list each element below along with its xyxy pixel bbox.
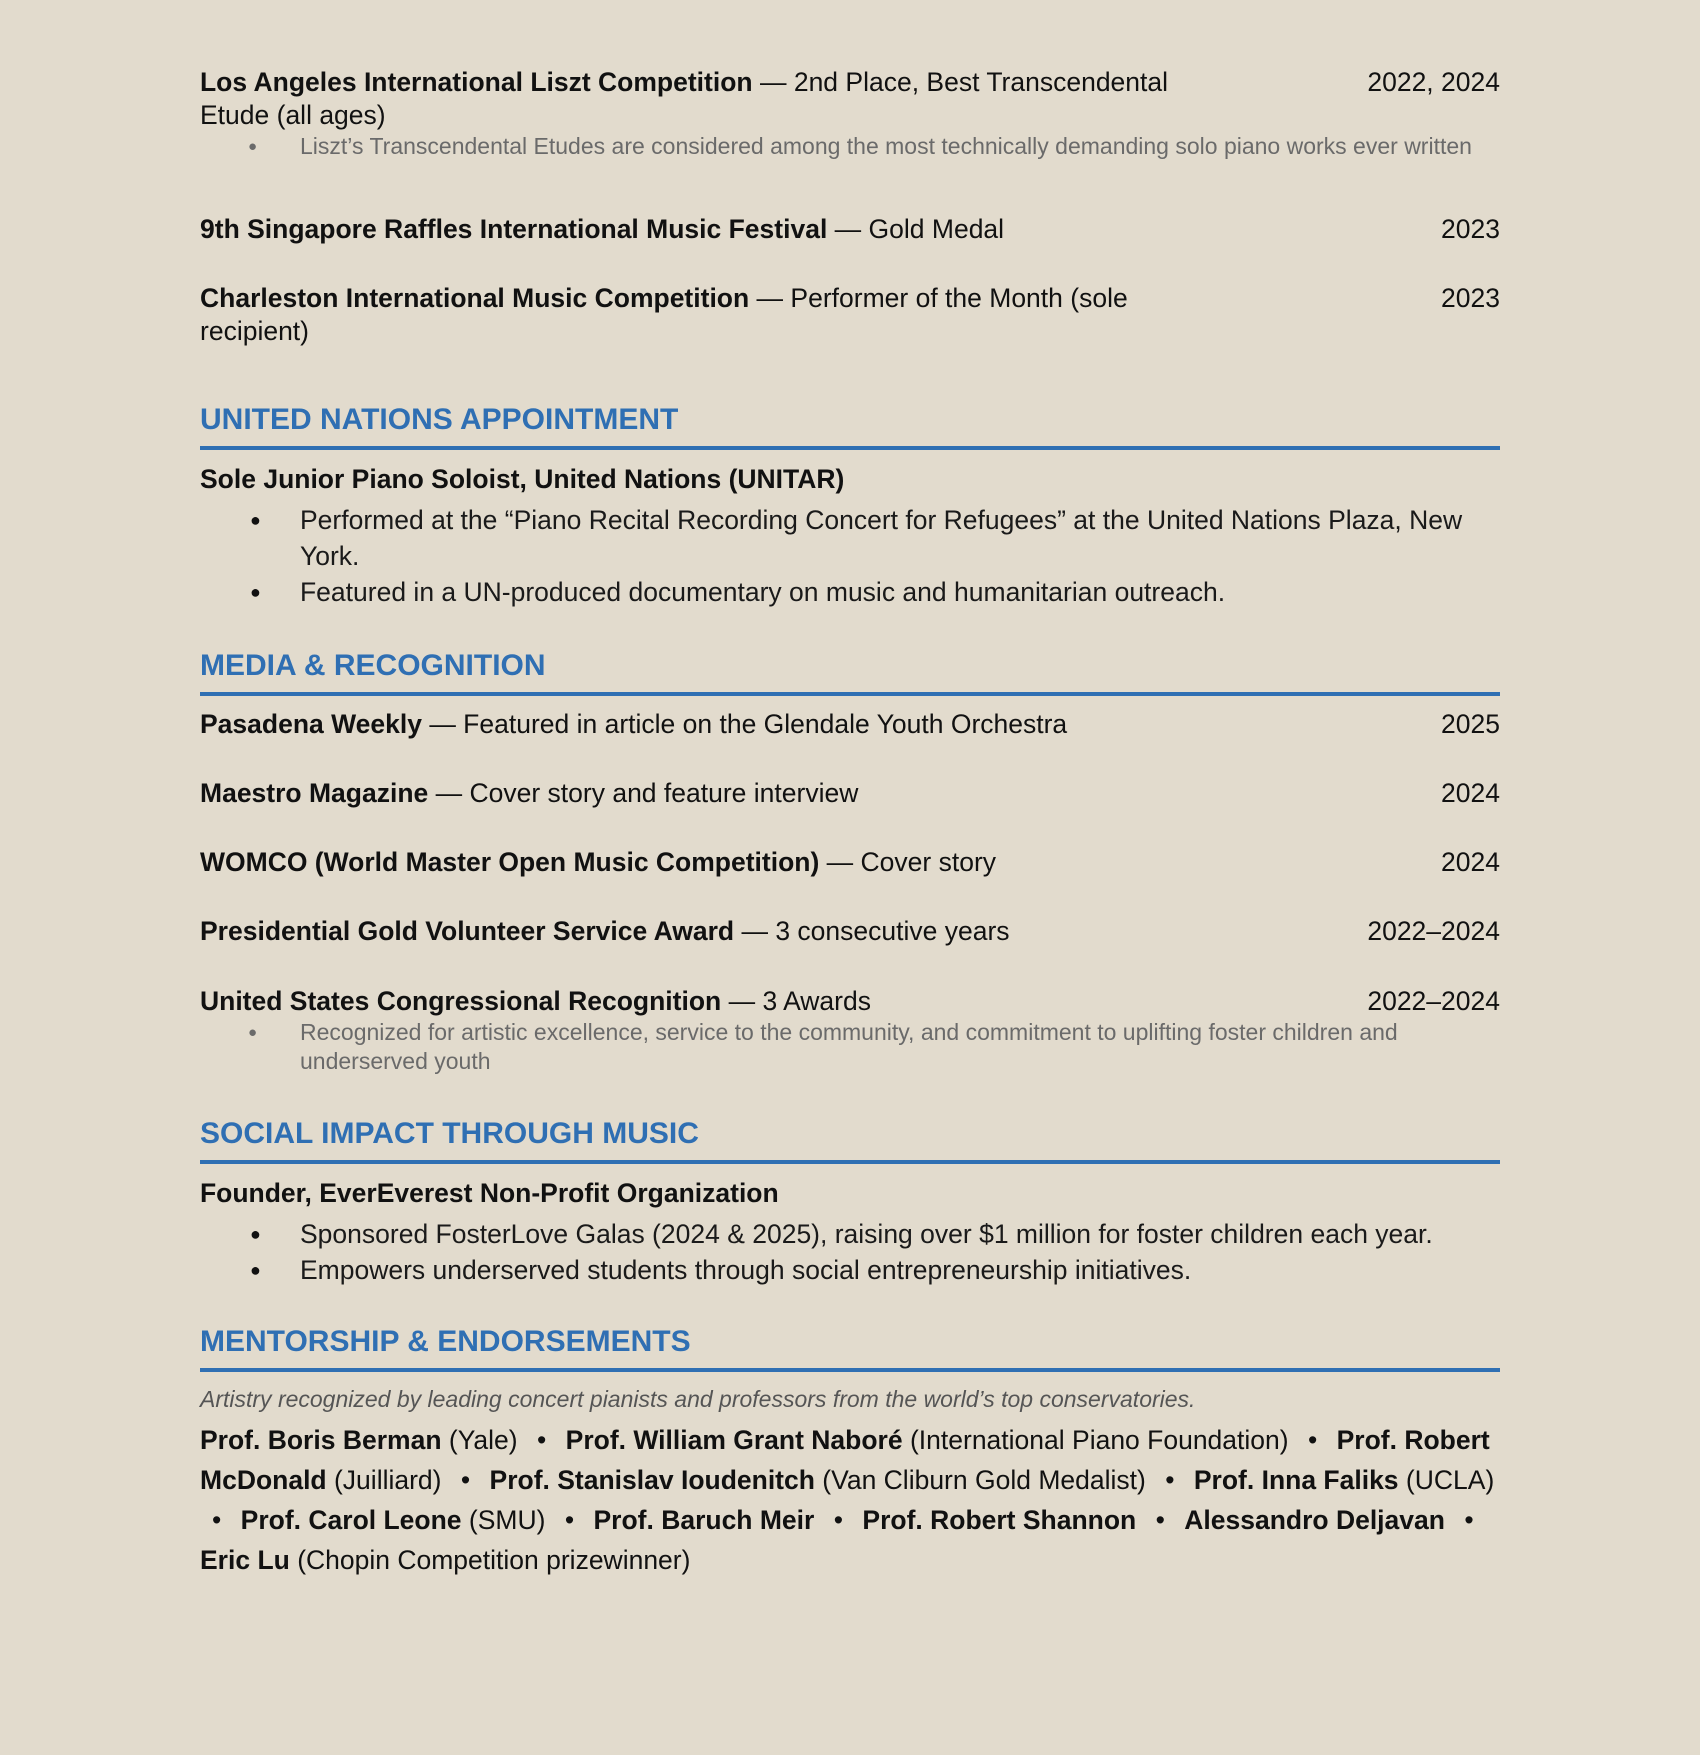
entry-year: 2022, 2024 <box>1367 67 1500 97</box>
competitions-list <box>200 66 1500 348</box>
entry-org: United States Congressional Recognition <box>200 986 722 1016</box>
competition-entry <box>200 66 1500 161</box>
section-heading: UNITED NATIONS APPOINTMENT <box>200 402 1500 450</box>
entry-detail: — 2nd Place, Best Transcendental Etude (all ages) <box>200 67 1169 130</box>
endorser-name: Prof. William Grant Naboré <box>565 1425 903 1455</box>
entry-year: 2022–2024 <box>1367 986 1500 1016</box>
media-entry <box>200 708 1500 741</box>
entry-year: 2023 <box>1441 283 1500 313</box>
entry-year: 2023 <box>1441 214 1500 244</box>
competition-entry <box>200 282 1500 348</box>
entry-line <box>200 282 1500 348</box>
entry-line <box>200 213 1500 246</box>
entry-detail: — 3 consecutive years <box>734 916 1010 946</box>
un-role-title: Sole Junior Piano Soloist, United Nations (UNITAR) <box>200 464 845 494</box>
entry-year: 2025 <box>1441 709 1500 739</box>
entry-year: 2024 <box>1441 847 1500 877</box>
entry-line <box>200 985 1500 1018</box>
entry-note: ● Liszt’s Transcendental Etudes are considered among the most technically demanding solo piano works ever written <box>300 132 1500 161</box>
endorser-separator: • <box>536 1425 547 1455</box>
entry-org: WOMCO (World Master Open Music Competition) <box>200 847 820 877</box>
endorser-separator: • <box>460 1465 471 1495</box>
social-role-title: Founder, EverEverest Non-Profit Organization <box>200 1178 779 1208</box>
endorser-affiliation: (Van Cliburn Gold Medalist) <box>814 1465 1146 1495</box>
section-heading: MENTORSHIP & ENDORSEMENTS <box>200 1324 1500 1372</box>
endorser-separator: • <box>1165 1465 1175 1495</box>
entry-year: 2022–2024 <box>1367 916 1500 946</box>
competition-entry <box>200 213 1500 246</box>
entry-detail: — Cover story and feature interview <box>428 778 859 808</box>
endorser-name: Prof. Robert McDonald <box>200 1425 1490 1495</box>
entry-line <box>200 66 1500 132</box>
media-recognition-section <box>200 648 1500 1076</box>
entry-main <box>200 708 1067 741</box>
endorser-name: Prof. Robert Shannon <box>862 1505 1137 1535</box>
endorser-separator: • <box>1464 1505 1474 1535</box>
endorser-separator: • <box>564 1505 575 1535</box>
media-entry <box>200 846 1500 879</box>
entry-notes <box>200 132 1500 161</box>
entry-org: Los Angeles International Liszt Competition <box>200 67 753 97</box>
entry-org: Charleston International Music Competition <box>200 283 750 313</box>
endorser-name: Prof. Boris Berman <box>200 1425 442 1455</box>
media-entry <box>200 777 1500 810</box>
section-heading: SOCIAL IMPACT THROUGH MUSIC <box>200 1116 1500 1164</box>
endorser-separator: • <box>212 1505 222 1535</box>
entry-main <box>200 777 858 810</box>
media-entry <box>200 915 1500 948</box>
entry-line <box>200 708 1500 741</box>
entry-main <box>200 282 1180 348</box>
entry-detail: — Cover story <box>819 847 997 877</box>
entry-main <box>200 213 1004 246</box>
endorser-name: Prof. Baruch Meir <box>593 1505 815 1535</box>
social-bullet: ● Sponsored FosterLove Galas (2024 & 2025), raising over $1 million for foster children each year. <box>300 1216 1500 1252</box>
entry-org: Maestro Magazine <box>200 778 429 808</box>
entry-line <box>200 777 1500 810</box>
endorser-name: Prof. Inna Faliks <box>1193 1465 1399 1495</box>
endorser-name: Eric Lu <box>200 1545 290 1575</box>
entry-year: 2024 <box>1441 778 1500 808</box>
entry-org: 9th Singapore Raffles International Music Festival <box>200 214 828 244</box>
entry-line <box>200 846 1500 879</box>
mentorship-intro: Artistry recognized by leading concert pianists and professors from the world’s top conservatories. <box>200 1386 1196 1412</box>
endorser-affiliation: (Yale) <box>441 1425 518 1455</box>
mentorship-section <box>200 1324 1500 1580</box>
entry-notes <box>200 1018 1500 1076</box>
social-bullets <box>200 1216 1500 1288</box>
un-appointment-section <box>200 402 1500 610</box>
endorsers-list <box>200 1420 1500 1580</box>
entry-org: Pasadena Weekly <box>200 709 422 739</box>
endorser-separator: • <box>833 1505 844 1535</box>
entry-detail: — Performer of the Month (sole recipient) <box>200 283 1128 346</box>
endorser-affiliation: (SMU) <box>461 1505 546 1535</box>
section-heading: MEDIA & RECOGNITION <box>200 648 1500 696</box>
un-bullets <box>200 502 1500 610</box>
social-bullet: ● Empowers underserved students through social entrepreneurship initiatives. <box>300 1252 1500 1288</box>
entry-main <box>200 985 871 1018</box>
media-entry <box>200 985 1500 1076</box>
entry-detail: — Featured in article on the Glendale Youth Orchestra <box>421 709 1068 739</box>
un-bullet: ● Featured in a UN-produced documentary on music and humanitarian outreach. <box>300 574 1500 610</box>
endorser-separator: • <box>1307 1425 1318 1455</box>
entry-line <box>200 915 1500 948</box>
endorser-affiliation: (International Piano Foundation) <box>902 1425 1289 1455</box>
un-bullet: ● Performed at the “Piano Recital Recording Concert for Refugees” at the United Nations Plaza, New York. <box>300 502 1500 574</box>
endorser-name: Alessandro Deljavan <box>1184 1505 1445 1535</box>
endorser-affiliation: (Juilliard) <box>326 1465 442 1495</box>
entry-main <box>200 915 1010 948</box>
endorser-name: Prof. Carol Leone <box>240 1505 462 1535</box>
media-list <box>200 708 1500 1076</box>
entry-main <box>200 846 996 879</box>
entry-detail: — 3 Awards <box>721 986 871 1016</box>
endorser-separator: • <box>1155 1505 1165 1535</box>
resume-content <box>200 66 1500 1580</box>
social-impact-section <box>200 1116 1500 1288</box>
endorser-affiliation: (UCLA) <box>1398 1465 1495 1495</box>
entry-org: Presidential Gold Volunteer Service Award <box>200 916 735 946</box>
entry-main <box>200 66 1210 132</box>
endorser-name: Prof. Stanislav Ioudenitch <box>489 1465 815 1495</box>
entry-detail: — Gold Medal <box>827 214 1005 244</box>
entry-note: ● Recognized for artistic excellence, service to the community, and commitment to uplifting foster children and underserved youth <box>300 1018 1500 1076</box>
endorser-affiliation: (Chopin Competition prizewinner) <box>289 1545 691 1575</box>
